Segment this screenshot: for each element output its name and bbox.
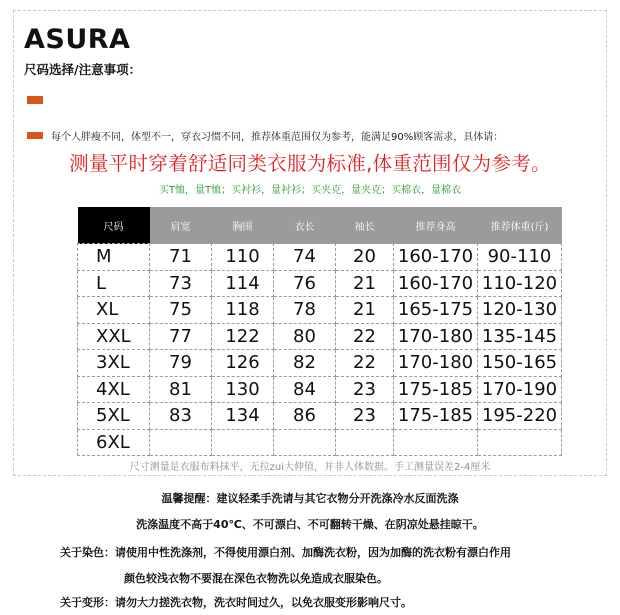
size-cell: 5XL [78,403,150,430]
header-weight: 推荐体重(斤) [478,207,562,244]
length-cell: 84 [274,376,336,403]
header-size: 尺码 [78,207,150,244]
dye-label: 关于染色： [60,546,115,559]
header-height: 推荐身高 [394,207,478,244]
measurement-disclaimer: 尺寸测量是衣服布料抹平，无拉zui大伸值，并非人体数据。手工测量误差2-4厘米 [129,462,491,473]
sleeve-cell [336,429,394,456]
wash-temperature [0,516,620,532]
orange-bar-icon [27,132,43,139]
length-cell [274,429,336,456]
table-row [78,376,562,403]
chest-cell: 114 [212,270,274,297]
sleeve-cell: 23 [336,403,394,430]
weight-cell: 110-120 [478,270,562,297]
fit-note [27,128,503,143]
shoulder-cell [150,429,212,456]
shoulder-cell: 75 [150,297,212,324]
shoulder-cell: 79 [150,350,212,377]
sleeve-cell: 22 [336,350,394,377]
size-cell: 4XL [78,376,150,403]
height-cell: 165-175 [394,297,478,324]
measure-advice-examples: 买T恤，量T恤；买衬衫，量衬衫；买夹克，量夹克；买棉衣，量棉衣 [158,185,462,196]
length-cell: 86 [274,403,336,430]
chest-cell: 122 [212,323,274,350]
height-cell: 160-170 [394,270,478,297]
deform-text: 请勿大力搓洗衣物，洗衣时间过久，以免衣服变形影响尺寸。 [115,596,412,609]
chest-cell: 110 [212,244,274,271]
size-table-header [78,207,562,244]
length-cell: 76 [274,270,336,297]
table-row [78,297,562,324]
header-chest: 胸围 [212,207,274,244]
dye-text: 请使用中性洗涤剂，不得使用漂白剂、加酶洗衣粉，因为加酶的洗衣粉有漂白作用 [115,546,511,559]
size-cell: 3XL [78,350,150,377]
weight-cell: 150-165 [478,350,562,377]
shoulder-cell: 77 [150,323,212,350]
dye-text-2: 颜色较浅衣物不要混在深色衣物洗以免造成衣服染色。 [124,572,388,585]
shoulder-cell: 71 [150,244,212,271]
size-cell: M [78,244,150,271]
length-cell: 74 [274,244,336,271]
table-row [78,403,562,430]
header-shoulder: 肩宽 [150,207,212,244]
sleeve-cell: 23 [336,376,394,403]
deform-label: 关于变形： [60,596,115,609]
size-cell: L [78,270,150,297]
header-length: 衣长 [274,207,336,244]
chest-cell: 134 [212,403,274,430]
weight-cell: 90-110 [478,244,562,271]
care-reminder-text: 温馨提醒：建议轻柔手洗请与其它衣物分开洗涤冷水反面洗涤 [161,492,459,505]
table-row [78,323,562,350]
header-sleeve: 袖长 [336,207,394,244]
care-reminder [0,490,620,506]
deform-advice [60,594,412,610]
sleeve-cell: 22 [336,323,394,350]
sleeve-cell: 20 [336,244,394,271]
table-row [78,350,562,377]
chest-cell [212,429,274,456]
length-cell: 82 [274,350,336,377]
table-row [78,244,562,271]
weight-cell: 135-145 [478,323,562,350]
size-table [77,207,562,456]
shoulder-cell: 81 [150,376,212,403]
size-cell: XXL [78,323,150,350]
height-cell: 170-180 [394,350,478,377]
height-cell [394,429,478,456]
weight-cell: 195-220 [478,403,562,430]
weight-cell: 120-130 [478,297,562,324]
dye-advice-continued [124,570,388,586]
size-cell: XL [78,297,150,324]
section-subtitle: 尺码选择/注意事项： [24,62,142,77]
height-cell: 175-185 [394,376,478,403]
sleeve-cell: 21 [336,297,394,324]
shoulder-cell: 73 [150,270,212,297]
size-cell: 6XL [78,429,150,456]
fit-note-text: 每个人胖瘦不同，体型不一，穿衣习惯不同，推荐体重范围仅为参考，能满足90%顾客需求，具体请： [51,132,504,143]
sleeve-cell: 21 [336,270,394,297]
weight-cell [478,429,562,456]
length-cell: 80 [274,323,336,350]
table-row [78,270,562,297]
height-cell: 160-170 [394,244,478,271]
length-cell: 78 [274,297,336,324]
shoulder-cell: 83 [150,403,212,430]
dye-advice [60,544,511,560]
chest-cell: 130 [212,376,274,403]
chest-cell: 126 [212,350,274,377]
height-cell: 170-180 [394,323,478,350]
measure-advice-title: 测量平时穿着舒适同类衣服为标准,体重范围仅为参考。 [69,152,551,175]
chest-cell: 118 [212,297,274,324]
orange-bar-icon [27,96,43,104]
brand-logo: ASURA [24,24,131,55]
weight-cell: 170-190 [478,376,562,403]
table-row [78,429,562,456]
wash-temperature-text: 洗涤温度不高于40℃、不可漂白、不可翻转干燥、在阴凉处悬挂晾干。 [136,518,484,531]
height-cell: 175-185 [394,403,478,430]
